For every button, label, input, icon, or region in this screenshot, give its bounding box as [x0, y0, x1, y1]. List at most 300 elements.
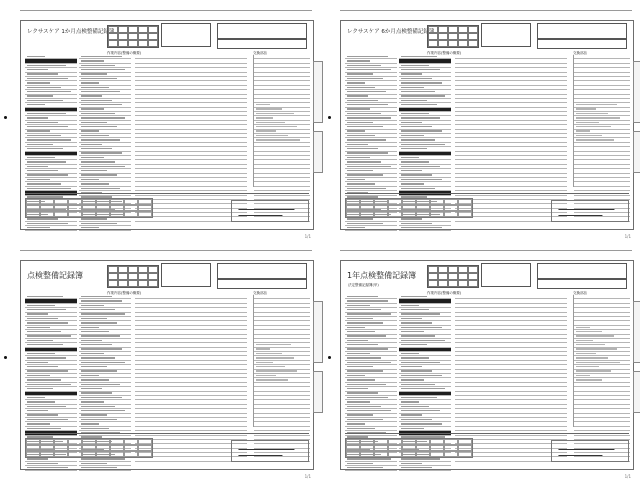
illegible-text-line — [256, 108, 282, 109]
document-page-4 — [320, 240, 640, 480]
illegible-text-line — [81, 183, 109, 184]
illegible-text-line — [27, 406, 66, 407]
illegible-text-line — [256, 353, 282, 354]
illegible-text-line — [27, 419, 68, 420]
footer-cell — [138, 211, 152, 217]
illegible-text-line — [27, 135, 61, 136]
illegible-text-line — [256, 366, 285, 367]
illegible-text-line — [347, 414, 373, 415]
header-cell — [468, 266, 478, 273]
illegible-text-line — [81, 170, 107, 171]
page-top-edge — [20, 250, 312, 251]
page-top-edge — [340, 10, 632, 11]
illegible-text-line — [81, 91, 120, 92]
illegible-text-line — [256, 379, 288, 380]
form-title: レクサスケア 1か月点検整備記録簿 — [27, 29, 115, 35]
illegible-text-line — [401, 161, 429, 162]
header-cell — [118, 273, 128, 280]
form-footer — [25, 193, 309, 224]
header-cell — [458, 40, 468, 47]
footer-grid — [25, 438, 153, 458]
header-cell — [438, 26, 448, 33]
illegible-text-line — [576, 344, 605, 345]
illegible-text-line — [401, 397, 437, 398]
illegible-text-line — [576, 126, 611, 127]
illegible-text-line — [347, 113, 381, 114]
footer-cell — [124, 211, 138, 217]
illegible-text-line — [347, 327, 365, 328]
illegible-text-line — [256, 135, 288, 136]
illegible-text-line — [401, 327, 442, 328]
illegible-text-line — [27, 322, 68, 323]
illegible-text-line — [81, 135, 109, 136]
illegible-text-line — [347, 82, 365, 83]
illegible-text-line — [576, 135, 602, 136]
handwritten-signature — [558, 206, 615, 210]
illegible-text-line — [576, 370, 611, 371]
illegible-text-line — [401, 135, 424, 136]
illegible-text-line — [27, 428, 61, 429]
illegible-text-line — [256, 375, 276, 376]
illegible-text-line — [347, 375, 365, 376]
footer-cell — [40, 451, 54, 457]
illegible-text-line — [81, 60, 104, 61]
illegible-text-line — [401, 179, 442, 180]
illegible-text-line — [401, 384, 435, 385]
illegible-text-line — [27, 375, 50, 376]
illegible-text-line — [401, 157, 419, 158]
illegible-text-line — [81, 397, 122, 398]
checklist-row — [79, 466, 131, 470]
illegible-text-line — [347, 60, 370, 61]
illegible-text-line — [347, 318, 373, 319]
illegible-text-line — [27, 467, 68, 468]
footer-cell — [26, 451, 40, 457]
illegible-text-line — [347, 100, 378, 101]
illegible-text-line — [256, 139, 300, 140]
illegible-text-line — [401, 227, 442, 228]
illegible-text-line — [347, 144, 368, 145]
checklist-row — [399, 466, 451, 470]
header-cell — [468, 40, 478, 47]
illegible-text-line — [347, 139, 386, 140]
illegible-text-line — [401, 406, 429, 407]
illegible-text-line — [27, 362, 48, 363]
illegible-text-line — [27, 331, 61, 332]
illegible-text-line — [27, 353, 55, 354]
illegible-text-line — [81, 357, 115, 358]
illegible-text-line — [81, 179, 99, 180]
illegible-text-line — [81, 69, 125, 70]
illegible-text-line — [81, 366, 107, 367]
illegible-text-line — [347, 69, 391, 70]
illegible-text-line — [27, 227, 50, 228]
illegible-text-line — [401, 73, 422, 74]
header-cell — [438, 266, 448, 273]
parts-heading: 交換部品 — [573, 51, 587, 55]
footer-cell — [68, 211, 82, 217]
illegible-text-line — [256, 122, 285, 123]
illegible-text-line — [81, 161, 115, 162]
handwritten-signature — [558, 452, 603, 456]
footer-cell — [82, 211, 96, 217]
illegible-text-line — [347, 331, 375, 332]
header-box — [217, 263, 307, 279]
illegible-text-line — [27, 144, 53, 145]
illegible-text-line — [401, 82, 442, 83]
parts-column — [253, 295, 310, 427]
checklist-row — [399, 226, 451, 230]
illegible-text-line — [81, 327, 99, 328]
illegible-text-line — [27, 65, 66, 66]
footer-cell — [374, 211, 388, 217]
checklist-row — [25, 226, 77, 230]
header-cell — [108, 266, 118, 273]
illegible-text-line — [576, 362, 620, 363]
header-cell — [138, 273, 148, 280]
handwritten-signature — [558, 212, 603, 216]
header-box — [217, 23, 307, 39]
header-cell — [428, 273, 438, 280]
illegible-text-line — [347, 309, 381, 310]
punch-hole-mark — [328, 356, 331, 359]
header-box — [537, 263, 627, 279]
illegible-text-line — [347, 91, 386, 92]
inspection-record-form — [340, 20, 634, 239]
illegible-text-line — [401, 100, 427, 101]
footer-cell — [402, 451, 416, 457]
footer-cell — [388, 211, 402, 217]
signature-box — [231, 440, 309, 462]
document-page-2 — [320, 0, 640, 240]
header-cell — [448, 40, 458, 47]
illegible-text-line — [347, 379, 375, 380]
parts-column — [253, 55, 310, 187]
footer-cell — [54, 451, 68, 457]
illegible-text-line — [347, 157, 370, 158]
illegible-text-line — [27, 340, 53, 341]
illegible-text-line — [347, 183, 375, 184]
footer-grid — [345, 438, 473, 458]
illegible-text-line — [401, 414, 422, 415]
footer-cell — [444, 451, 458, 457]
punch-hole-mark — [4, 356, 7, 359]
footer-cell — [430, 451, 444, 457]
illegible-text-line — [27, 384, 71, 385]
page-number: 1/1 — [624, 234, 631, 239]
form-title: レクサスケア 6か月点検整備記録簿 — [347, 29, 435, 35]
footer-grid — [345, 198, 473, 218]
footer-cell — [360, 211, 374, 217]
illegible-text-line — [576, 366, 599, 367]
illegible-text-line — [81, 379, 109, 380]
header-cell — [108, 40, 118, 47]
illegible-text-line — [401, 419, 432, 420]
illegible-text-line — [27, 73, 58, 74]
header-cell — [148, 33, 158, 40]
illegible-text-line — [81, 344, 112, 345]
illegible-text-line — [27, 344, 63, 345]
illegible-text-line — [347, 335, 386, 336]
illegible-text-line — [401, 91, 435, 92]
illegible-text-line — [401, 335, 435, 336]
illegible-text-line — [256, 126, 297, 127]
illegible-text-line — [27, 174, 68, 175]
illegible-text-line — [401, 428, 424, 429]
illegible-text-line — [81, 144, 102, 145]
illegible-text-line — [81, 73, 107, 74]
illegible-text-line — [347, 56, 388, 57]
side-tab — [633, 301, 640, 363]
illegible-text-line — [401, 188, 435, 189]
footer-cell — [458, 211, 472, 217]
header-cell — [148, 26, 158, 33]
illegible-text-line — [81, 300, 122, 301]
illegible-text-line — [347, 108, 370, 109]
footer-cell — [444, 211, 458, 217]
illegible-text-line — [347, 357, 381, 358]
handwritten-signature — [238, 206, 295, 210]
form-subtitle: 法定整備記録簿(甲) — [348, 283, 379, 287]
header-cell — [468, 273, 478, 280]
illegible-text-line — [27, 318, 58, 319]
illegible-text-line — [401, 362, 440, 363]
illegible-text-line — [27, 397, 45, 398]
illegible-text-line — [27, 91, 71, 92]
illegible-text-line — [81, 353, 104, 354]
illegible-text-line — [27, 78, 68, 79]
illegible-text-line — [401, 331, 424, 332]
illegible-text-line — [81, 428, 109, 429]
illegible-text-line — [347, 419, 383, 420]
illegible-text-line — [347, 179, 365, 180]
illegible-text-line — [347, 388, 368, 389]
illegible-text-line — [576, 122, 599, 123]
illegible-text-line — [401, 139, 435, 140]
illegible-text-line — [27, 56, 45, 57]
illegible-text-line — [401, 410, 440, 411]
illegible-text-line — [401, 69, 440, 70]
illegible-text-line — [347, 78, 383, 79]
illegible-text-line — [256, 362, 273, 363]
checklist-row — [25, 466, 77, 470]
illegible-text-line — [576, 353, 596, 354]
illegible-text-line — [347, 362, 391, 363]
header-cell — [448, 26, 458, 33]
illegible-text-line — [81, 406, 115, 407]
header-cell — [458, 273, 468, 280]
illegible-text-line — [81, 370, 117, 371]
illegible-text-line — [347, 423, 365, 424]
header-cell — [468, 280, 478, 287]
illegible-text-line — [27, 95, 53, 96]
header-box — [481, 263, 531, 287]
footer-cell — [430, 211, 444, 217]
side-tab — [633, 61, 640, 123]
illegible-text-line — [401, 313, 440, 314]
illegible-text-line — [27, 82, 50, 83]
header-cell — [468, 33, 478, 40]
illegible-text-line — [81, 82, 99, 83]
illegible-text-line — [401, 344, 427, 345]
illegible-text-line — [81, 322, 117, 323]
inspection-record-form — [20, 260, 314, 479]
footer-cell — [458, 451, 472, 457]
illegible-text-line — [256, 104, 270, 105]
footer-grid — [25, 198, 153, 218]
illegible-text-line — [27, 188, 71, 189]
illegible-text-line — [81, 78, 117, 79]
illegible-text-line — [27, 166, 48, 167]
work-section-heading: 作業内容(整備の概要) — [427, 291, 462, 295]
inspection-record-form — [340, 260, 634, 479]
illegible-text-line — [27, 370, 68, 371]
illegible-text-line — [401, 78, 432, 79]
illegible-text-line — [347, 401, 370, 402]
illegible-text-line — [401, 130, 442, 131]
illegible-text-line — [576, 379, 602, 380]
illegible-text-line — [81, 130, 99, 131]
illegible-text-line — [27, 104, 45, 105]
illegible-text-line — [27, 313, 48, 314]
header-box — [481, 23, 531, 47]
header-cell — [428, 266, 438, 273]
illegible-text-line — [81, 104, 122, 105]
illegible-text-line — [401, 366, 422, 367]
illegible-text-line — [347, 135, 375, 136]
header-cell — [138, 280, 148, 287]
illegible-text-line — [27, 388, 53, 389]
footer-cell — [82, 451, 96, 457]
illegible-text-line — [347, 170, 373, 171]
header-cell — [108, 33, 118, 40]
illegible-text-line — [81, 309, 115, 310]
header-cell — [428, 33, 438, 40]
illegible-text-line — [81, 296, 112, 297]
page-number: 1/1 — [304, 234, 311, 239]
footer-cell — [374, 451, 388, 457]
form-title: 点検整備記録簿 — [27, 271, 83, 280]
header-cell — [148, 266, 158, 273]
illegible-text-line — [27, 179, 50, 180]
illegible-text-line — [81, 392, 112, 393]
header-cell — [108, 280, 118, 287]
illegible-text-line — [81, 335, 120, 336]
illegible-text-line — [81, 305, 104, 306]
header-cell — [138, 266, 148, 273]
header-grid — [427, 265, 479, 288]
illegible-text-line — [81, 95, 102, 96]
side-tab — [633, 371, 640, 413]
illegible-text-line — [27, 139, 71, 140]
page-top-edge — [340, 250, 632, 251]
illegible-text-line — [401, 401, 419, 402]
punch-hole-mark — [4, 116, 7, 119]
illegible-text-line — [401, 423, 442, 424]
illegible-text-line — [27, 327, 50, 328]
illegible-text-line — [27, 100, 63, 101]
header-cell — [438, 273, 448, 280]
illegible-text-line — [81, 375, 99, 376]
form-footer — [25, 433, 309, 464]
illegible-text-line — [401, 183, 424, 184]
header-cell — [118, 26, 128, 33]
parts-heading: 交換部品 — [253, 291, 267, 295]
illegible-text-line — [27, 423, 50, 424]
illegible-text-line — [401, 322, 432, 323]
handwritten-signature — [558, 446, 615, 450]
illegible-text-line — [576, 130, 590, 131]
header-cell — [118, 266, 128, 273]
illegible-text-line — [347, 344, 378, 345]
illegible-text-line — [81, 108, 104, 109]
illegible-text-line — [347, 227, 365, 228]
illegible-text-line — [576, 117, 620, 118]
illegible-text-line — [256, 113, 294, 114]
illegible-text-line — [401, 117, 440, 118]
illegible-text-line — [27, 113, 66, 114]
illegible-text-line — [576, 357, 608, 358]
header-cell — [148, 280, 158, 287]
illegible-text-line — [347, 410, 391, 411]
illegible-text-line — [576, 348, 617, 349]
illegible-text-line — [256, 370, 297, 371]
illegible-text-line — [81, 388, 102, 389]
illegible-text-line — [347, 148, 378, 149]
illegible-text-line — [81, 65, 115, 66]
illegible-text-line — [27, 410, 48, 411]
form-footer — [345, 193, 629, 224]
illegible-text-line — [256, 344, 291, 345]
illegible-text-line — [401, 309, 429, 310]
illegible-text-line — [401, 87, 424, 88]
illegible-text-line — [347, 122, 373, 123]
illegible-text-line — [81, 122, 107, 123]
illegible-text-line — [576, 104, 617, 105]
illegible-text-line — [81, 157, 104, 158]
header-cell — [448, 280, 458, 287]
illegible-text-line — [81, 419, 117, 420]
handwritten-signature — [238, 446, 295, 450]
illegible-text-line — [347, 117, 391, 118]
illegible-text-line — [347, 392, 378, 393]
header-cell — [128, 273, 138, 280]
footer-cell — [96, 211, 110, 217]
illegible-text-line — [401, 467, 432, 468]
illegible-text-line — [27, 309, 66, 310]
illegible-text-line — [27, 414, 58, 415]
inspection-record-form — [20, 20, 314, 239]
illegible-text-line — [401, 318, 422, 319]
header-cell — [448, 266, 458, 273]
work-section-heading: 作業内容(整備の概要) — [107, 291, 142, 295]
header-cell — [108, 273, 118, 280]
header-cell — [138, 26, 148, 33]
illegible-text-line — [401, 357, 429, 358]
illegible-text-line — [27, 183, 61, 184]
illegible-text-line — [81, 227, 99, 228]
illegible-text-line — [347, 296, 378, 297]
checklist-row — [345, 226, 397, 230]
illegible-text-line — [81, 139, 120, 140]
illegible-text-line — [401, 113, 429, 114]
illegible-text-line — [27, 170, 58, 171]
parts-heading: 交換部品 — [253, 51, 267, 55]
illegible-text-line — [81, 313, 125, 314]
footer-cell — [40, 211, 54, 217]
document-page-1 — [0, 0, 320, 240]
footer-cell — [416, 211, 430, 217]
